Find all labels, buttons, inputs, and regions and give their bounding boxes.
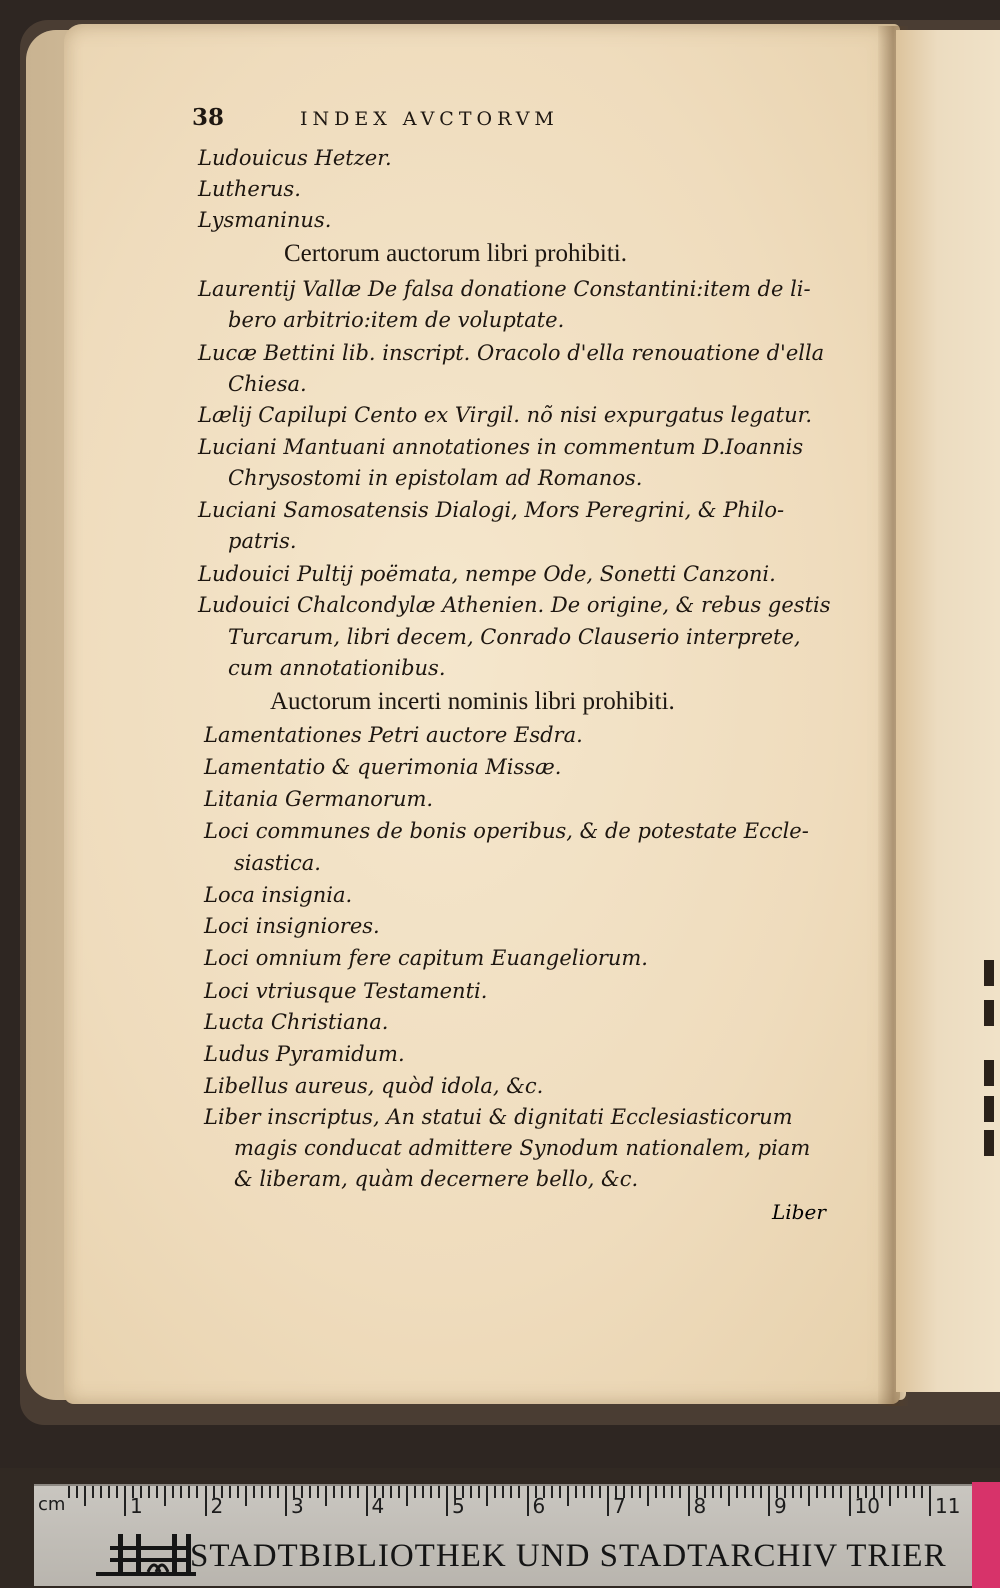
- index-entry: Ludus Pyramidum.: [204, 1042, 405, 1066]
- index-entry: Luciani Samosatensis Dialogi, Mors Peregrini, & Philo-: [198, 498, 785, 522]
- ruler-tick: [712, 1486, 714, 1498]
- ruler-tick: [897, 1486, 899, 1498]
- index-entry: Liber inscriptus, An statui & dignitati Ecclesiasticorum: [204, 1105, 793, 1129]
- ruler-tick: [156, 1486, 158, 1498]
- entry-continuation: cum annotationibus.: [228, 656, 446, 680]
- ruler-tick: [575, 1486, 577, 1498]
- ruler-tick: [180, 1486, 182, 1498]
- ruler-number: 3: [291, 1494, 304, 1518]
- section-heading: Certorum auctorum libri prohibiti.: [284, 240, 627, 267]
- ruler-tick: [422, 1486, 424, 1498]
- scale-ruler: [0, 1468, 1000, 1588]
- ruler-tick: [470, 1486, 472, 1498]
- ruler-tick: [486, 1486, 488, 1506]
- ruler-tick: [607, 1486, 609, 1516]
- ruler-tick: [261, 1486, 263, 1498]
- ruler-tick: [285, 1486, 287, 1516]
- ruler-tick: [237, 1486, 239, 1498]
- entry-continuation: bero arbitrio:item de voluptate.: [228, 308, 565, 332]
- ruler-tick: [309, 1486, 311, 1498]
- index-entry: Loca insignia.: [204, 883, 353, 907]
- ruler-tick: [551, 1486, 553, 1498]
- entry-continuation: siastica.: [234, 851, 321, 875]
- index-entry: Ludouici Pultij poëmata, nempe Ode, Sonetti Canzoni.: [198, 562, 776, 586]
- ruler-tick: [518, 1486, 520, 1498]
- ruler-tick: [76, 1486, 78, 1498]
- index-entry: Ludouici Chalcondylæ Athenien. De origine, & rebus gestis: [198, 593, 831, 617]
- catchword: Liber: [772, 1200, 826, 1224]
- index-entry: Lucæ Bettini lib. inscript. Oracolo d'ella renouatione d'ella: [198, 341, 825, 365]
- ruler-tick: [913, 1486, 915, 1498]
- ruler-tick: [929, 1486, 931, 1516]
- ruler-tick: [800, 1486, 802, 1498]
- ruler-tick: [390, 1486, 392, 1498]
- ruler-tick: [366, 1486, 368, 1516]
- index-entry: Loci communes de bonis operibus, & de potestate Eccle-: [204, 819, 809, 843]
- entry-continuation: patris.: [228, 529, 297, 553]
- index-entry: Lælij Capilupi Cento ex Virgil. nõ nisi expurgatus legatur.: [198, 403, 813, 427]
- ruler-tick: [414, 1486, 416, 1498]
- ruler-tick: [446, 1486, 448, 1516]
- index-entry: Libellus aureus, quòd idola, &c.: [204, 1074, 544, 1098]
- ruler-tick: [317, 1486, 319, 1498]
- index-entry: Loci omnium fere capitum Euangeliorum.: [204, 946, 648, 970]
- index-entry: Lysmaninus.: [198, 208, 332, 232]
- ruler-tick: [494, 1486, 496, 1498]
- ruler-tick: [889, 1486, 891, 1506]
- ruler-tick: [744, 1486, 746, 1498]
- index-entry: Lucta Christiana.: [204, 1010, 389, 1034]
- ruler-tick: [196, 1486, 198, 1498]
- ruler-number: 8: [693, 1494, 707, 1518]
- ruler-tick: [752, 1486, 754, 1498]
- ruler-tick: [277, 1486, 279, 1498]
- ruler-tick: [824, 1486, 826, 1498]
- ruler-tick: [840, 1486, 842, 1498]
- ruler-tick: [720, 1486, 722, 1498]
- ruler-tick: [349, 1486, 351, 1498]
- ruler-tick: [921, 1486, 923, 1498]
- entry-continuation: & liberam, quàm decernere bello, &c.: [234, 1167, 639, 1191]
- ruler-tick: [100, 1486, 102, 1498]
- ruler-number: 10: [854, 1494, 880, 1518]
- ruler-tick: [68, 1486, 70, 1498]
- running-title: INDEX AVCTORVM: [300, 108, 559, 130]
- ruler-number: 7: [613, 1494, 626, 1518]
- ruler-number: 11: [935, 1494, 961, 1518]
- library-name: STADTBIBLIOTHEK UND STADTARCHIV TRIER: [190, 1538, 947, 1574]
- ruler-tick: [631, 1486, 633, 1498]
- ruler-tick: [205, 1486, 207, 1516]
- ruler-tick: [567, 1486, 569, 1506]
- ruler-number: 5: [452, 1494, 465, 1518]
- ruler-number: 2: [210, 1494, 224, 1518]
- ruler-tick: [760, 1486, 762, 1498]
- entry-continuation: Chrysostomi in epistolam ad Romanos.: [228, 466, 643, 490]
- index-entry: Laurentij Vallæ De falsa donatione Constantini:item de li-: [198, 277, 811, 301]
- index-entry: Loci vtriusque Testamenti.: [204, 979, 488, 1003]
- ruler-tick: [655, 1486, 657, 1498]
- index-entry: Luciani Mantuani annotationes in commentum D.Ioannis: [198, 435, 804, 459]
- index-entry: Lutherus.: [198, 177, 301, 201]
- ruler-tick: [341, 1486, 343, 1498]
- ruler-tick: [406, 1486, 408, 1506]
- ruler-tick: [679, 1486, 681, 1498]
- ruler-tick: [245, 1486, 247, 1506]
- ruler-tick: [357, 1486, 359, 1498]
- entry-continuation: Chiesa.: [228, 372, 307, 396]
- ruler-tick: [688, 1486, 690, 1516]
- ruler-tick: [808, 1486, 810, 1506]
- ruler-tick: [510, 1486, 512, 1498]
- ruler-tick: [325, 1486, 327, 1506]
- ruler-tick: [881, 1486, 883, 1498]
- ruler-tick: [108, 1486, 110, 1498]
- ruler-number: 4: [371, 1494, 385, 1518]
- entry-continuation: Turcarum, libri decem, Conrado Clauserio interprete,: [228, 625, 801, 649]
- ruler-tick: [502, 1486, 504, 1498]
- ruler-tick: [647, 1486, 649, 1506]
- index-entry: Loci insigniores.: [204, 914, 380, 938]
- ruler-tick: [172, 1486, 174, 1498]
- ruler-tick: [849, 1486, 851, 1516]
- ruler-tick: [527, 1486, 529, 1516]
- ruler-tick: [832, 1486, 834, 1498]
- ruler-tick: [736, 1486, 738, 1498]
- ruler-tick: [591, 1486, 593, 1498]
- ruler-unit: cm: [38, 1494, 66, 1515]
- ruler-tick: [438, 1486, 440, 1498]
- ruler-number: 6: [532, 1494, 546, 1518]
- ruler-tick: [792, 1486, 794, 1498]
- color-tab: [972, 1482, 1000, 1588]
- index-entry: Litania Germanorum.: [204, 787, 434, 811]
- ruler-tick: [148, 1486, 150, 1498]
- ruler-tick: [663, 1486, 665, 1498]
- index-entry: Lamentatio & querimonia Missæ.: [204, 755, 562, 779]
- ruler-tick: [269, 1486, 271, 1498]
- ruler-tick: [816, 1486, 818, 1498]
- ruler-tick: [188, 1486, 190, 1498]
- ruler-tick: [253, 1486, 255, 1498]
- ruler-tick: [559, 1486, 561, 1498]
- section-heading: Auctorum incerti nominis libri prohibiti.: [270, 688, 675, 715]
- ruler-tick: [599, 1486, 601, 1498]
- ruler-number: 1: [130, 1494, 143, 1518]
- ruler-tick: [905, 1486, 907, 1498]
- ruler-tick: [478, 1486, 480, 1498]
- ruler-tick: [398, 1486, 400, 1498]
- ruler-tick: [229, 1486, 231, 1498]
- ruler-bar: [34, 1484, 974, 1586]
- index-entry: Ludouicus Hetzer.: [198, 146, 392, 170]
- ruler-tick: [84, 1486, 86, 1506]
- ruler-tick: [639, 1486, 641, 1498]
- library-logo-icon: [92, 1532, 202, 1578]
- ruler-tick: [92, 1486, 94, 1498]
- ruler-tick: [430, 1486, 432, 1498]
- index-entry: Lamentationes Petri auctore Esdra.: [204, 723, 583, 747]
- ruler-tick: [116, 1486, 118, 1498]
- entry-continuation: magis conducat admittere Synodum nationalem, piam: [234, 1136, 811, 1160]
- ruler-tick: [583, 1486, 585, 1498]
- page-number: 38: [192, 104, 225, 131]
- ruler-tick: [333, 1486, 335, 1498]
- ruler-tick: [124, 1486, 126, 1516]
- ruler-tick: [728, 1486, 730, 1506]
- ruler-number: 9: [774, 1494, 787, 1518]
- ruler-tick: [671, 1486, 673, 1498]
- ruler-tick: [768, 1486, 770, 1516]
- ruler-tick: [164, 1486, 166, 1506]
